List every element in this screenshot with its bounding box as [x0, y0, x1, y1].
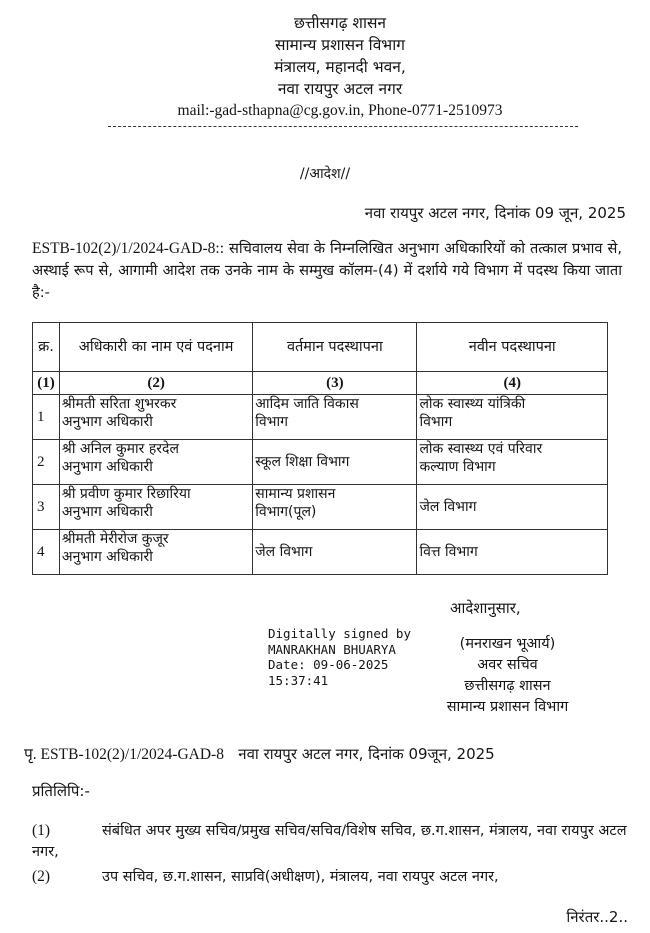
table-header-row [33, 323, 608, 372]
col-number: (4) [417, 372, 608, 395]
row-sr: 4 [33, 530, 60, 575]
officer-cell [59, 440, 252, 485]
officer-cell [59, 485, 252, 530]
column-number-row [33, 372, 608, 395]
table-row [33, 530, 608, 575]
signatory-block [420, 634, 595, 718]
current-line: जेल विभाग [255, 544, 313, 560]
posting-table [32, 322, 608, 575]
digital-signature [268, 626, 411, 688]
signatory-dept: सामान्य प्रशासन विभाग [446, 699, 569, 715]
col-number: (1) [33, 372, 60, 395]
order-body [32, 238, 622, 304]
officer-designation: अनुभाग अधिकारी [61, 549, 153, 565]
copy-item-text: उप सचिव, छ.ग.शासन, साप्रवि(अधीक्षण), मंत्रालय, नवा रायपुर अटल नगर, [102, 869, 499, 885]
signature-date: Date: 09-06-2025 [268, 657, 389, 672]
endorsement-date: नवा रायपुर अटल नगर, दिनांक 09जून, 2025 [238, 745, 495, 763]
copy-item-number: (2) [32, 868, 51, 885]
current-line: आदिम जाति विकास [255, 396, 359, 412]
new-line: लोक स्वास्थ्य एवं परिवार [419, 441, 543, 457]
by-order-text: आदेशानुसार, [450, 599, 521, 617]
continued-marker: निरंतर..2.. [566, 908, 628, 926]
new-line: कल्याण विभाग [419, 459, 496, 475]
department-name: सामान्य प्रशासन विभाग [275, 36, 405, 54]
signature-time: 15:37:41 [268, 672, 329, 688]
col-number: (3) [253, 372, 417, 395]
signatory-designation: अवर सचिव [477, 657, 538, 673]
row-sr: 3 [33, 485, 60, 530]
new-line: वित्त विभाग [419, 544, 478, 560]
signature-line: Digitally signed by [268, 626, 411, 641]
new-line: लोक स्वास्थ्य यांत्रिकी [419, 396, 526, 412]
officer-cell [59, 395, 252, 440]
city-name: नवा रायपुर अटल नगर [277, 80, 403, 98]
order-date: नवा रायपुर अटल नगर, दिनांक 09 जून, 2025 [364, 204, 626, 222]
order-title: //आदेश// [299, 166, 351, 182]
order-text: सचिवालय सेवा के निम्नलिखित अनुभाग अधिकारियों को तत्काल प्रभाव से, अस्थाई रूप से, आगामी आदेश तक उनके नाम के सम्मुख कॉलम-(4) में दर्शाये गये विभाग में पदस्थ किया जाता है:- [32, 240, 622, 301]
new-line: जेल विभाग [419, 499, 477, 515]
signatory-name: (मनराखन भूआर्य) [459, 636, 556, 652]
office-address: मंत्रालय, महानदी भवन, [274, 58, 406, 76]
copy-to-title: प्रतिलिपि:- [32, 782, 90, 800]
current-posting [253, 485, 417, 530]
current-line: विभाग [255, 414, 289, 430]
header-sr: क्र. [33, 323, 60, 372]
copy-item-number: (1) [32, 822, 51, 839]
copy-item [32, 820, 628, 863]
new-line: विभाग [419, 414, 453, 430]
header-officer: अधिकारी का नाम एवं पदनाम [59, 323, 252, 372]
signatory-govt: छत्तीसगढ़ शासन [464, 678, 551, 694]
header-new: नवीन पदस्थापना [417, 323, 608, 372]
row-sr: 2 [33, 440, 60, 485]
current-line: विभाग(पूल) [255, 504, 317, 520]
officer-designation: अनुभाग अधिकारी [61, 504, 153, 520]
copy-item [32, 866, 628, 888]
signer-name: MANRAKHAN BHUARYA [268, 641, 396, 657]
copy-item-text: संबंधित अपर मुख्य सचिव/प्रमुख सचिव/सचिव/विशेष सचिव, छ.ग.शासन, मंत्रालय, नवा रायपुर अटल नगर, [32, 823, 627, 860]
officer-name: श्री प्रवीण कुमार रिछारिया [61, 486, 191, 502]
officer-name: श्री अनिल कुमार हरदेल [61, 441, 179, 457]
officer-name: श्रीमती मेरीरोज कुजूर [61, 531, 169, 547]
officer-designation: अनुभाग अधिकारी [61, 459, 153, 475]
row-sr: 1 [33, 395, 60, 440]
col-number: (2) [59, 372, 252, 395]
table-row [33, 395, 608, 440]
current-posting [253, 440, 417, 485]
header-current: वर्तमान पदस्थापना [253, 323, 417, 372]
table-row [33, 440, 608, 485]
current-posting [253, 530, 417, 575]
officer-name: श्रीमती सरिता शुभरकर [61, 396, 177, 412]
new-posting [417, 395, 608, 440]
reference-number: ESTB-102(2)/1/2024-GAD-8:: [32, 240, 225, 257]
current-posting [253, 395, 417, 440]
header-divider [108, 126, 578, 127]
new-posting [417, 440, 608, 485]
new-posting [417, 485, 608, 530]
govt-name: छत्तीसगढ़ शासन [293, 14, 387, 32]
current-line: सामान्य प्रशासन [255, 486, 336, 502]
current-line: स्कूल शिक्षा विभाग [255, 454, 350, 470]
table-row [33, 485, 608, 530]
endorsement-line [24, 742, 495, 764]
officer-designation: अनुभाग अधिकारी [61, 414, 153, 430]
officer-cell [59, 530, 252, 575]
letterhead [100, 12, 580, 122]
endorsement-ref: पृ. ESTB-102(2)/1/2024-GAD-8 [24, 746, 224, 763]
new-posting [417, 530, 608, 575]
contact-line: mail:-gad-sthapna@cg.gov.in, Phone-0771-2510973 [177, 102, 503, 119]
